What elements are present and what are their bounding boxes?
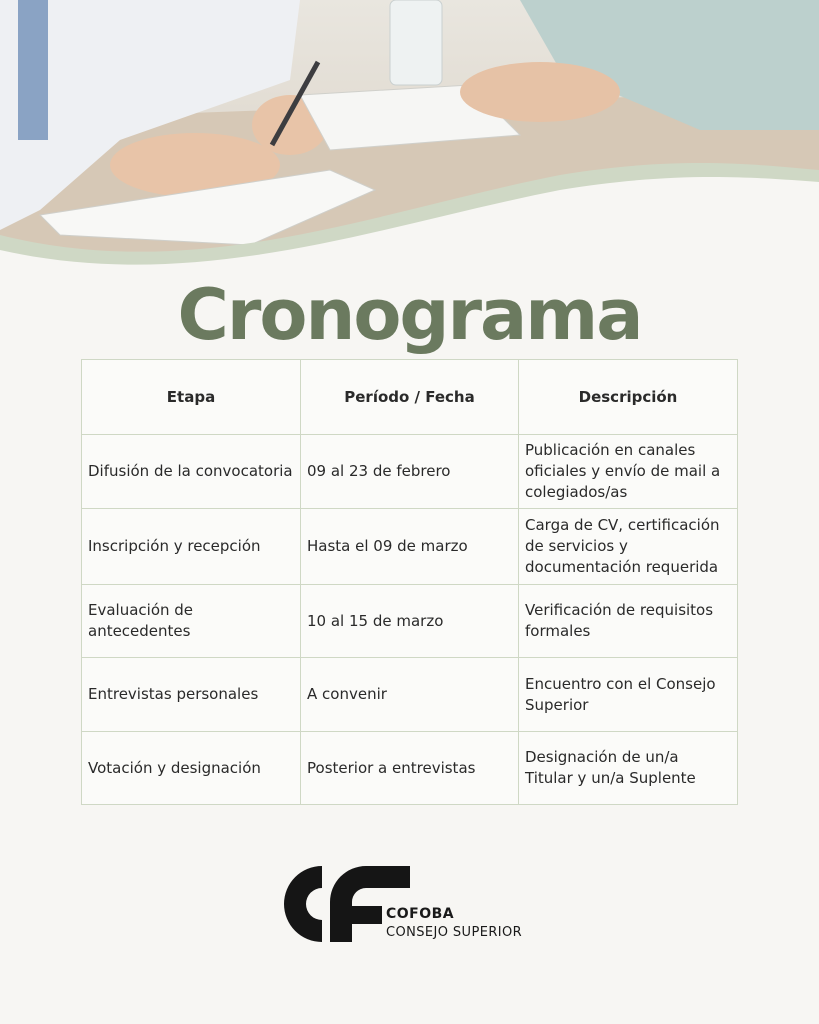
description-cell: Encuentro con el Consejo Superior — [519, 658, 738, 732]
table-row — [82, 509, 738, 585]
date-cell: A convenir — [301, 658, 519, 732]
schedule-table — [81, 359, 738, 805]
logo-subtitle: CONSEJO SUPERIOR — [386, 925, 523, 940]
stage-cell: Difusión de la convocatoria — [82, 435, 301, 509]
table-row — [82, 658, 738, 732]
hero-image — [0, 0, 819, 280]
date-cell: Posterior a entrevistas — [301, 732, 519, 805]
page-title: Cronograma — [177, 274, 642, 356]
stage-cell: Evaluación de antecedentes — [82, 585, 301, 658]
stage-cell: Entrevistas personales — [82, 658, 301, 732]
description-cell: Carga de CV, certificación de servicios y documentación requerida — [519, 509, 738, 585]
date-cell: 09 al 23 de febrero — [301, 435, 519, 509]
table-row — [82, 732, 738, 805]
date-cell: Hasta el 09 de marzo — [301, 509, 519, 585]
table-row — [82, 585, 738, 658]
column-header-descripcion: Descripción — [519, 360, 738, 435]
meeting-photo-icon — [0, 0, 819, 280]
column-header-periodo: Período / Fecha — [301, 360, 519, 435]
table-row — [82, 435, 738, 509]
column-header-etapa: Etapa — [82, 360, 301, 435]
description-cell: Verificación de requisitos formales — [519, 585, 738, 658]
date-cell: 10 al 15 de marzo — [301, 585, 519, 658]
logo-name: COFOBA — [386, 906, 455, 922]
table-header-row — [82, 360, 738, 435]
stage-cell: Votación y designación — [82, 732, 301, 805]
description-cell: Designación de un/a Titular y un/a Suplente — [519, 732, 738, 805]
stage-cell: Inscripción y recepción — [82, 509, 301, 585]
description-cell: Publicación en canales oficiales y envío de mail a colegiados/as — [519, 435, 738, 509]
cofoba-logo — [282, 862, 542, 946]
